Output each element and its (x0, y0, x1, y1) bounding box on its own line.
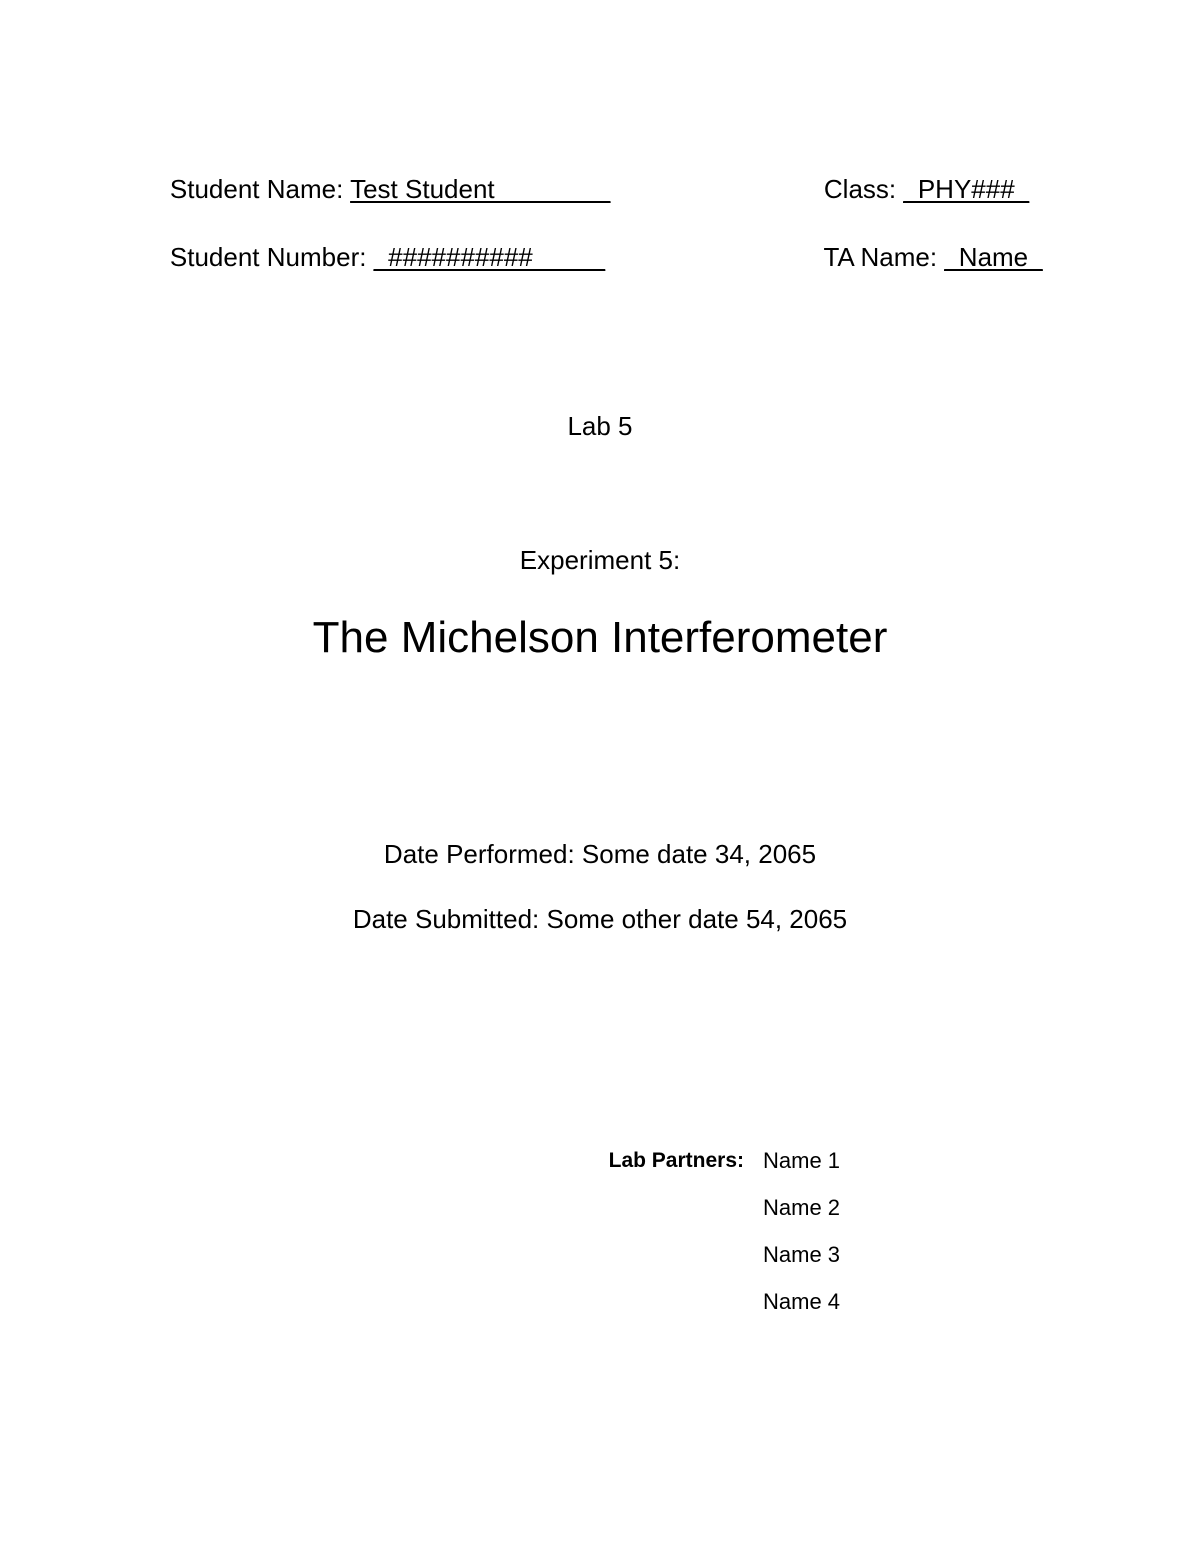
document-title: The Michelson Interferometer (312, 613, 888, 662)
student-number-label: Student Number: (169, 242, 374, 272)
ta-name-value: _Name_ (944, 242, 1043, 272)
ta-name-field (795, 212, 1043, 302)
lab-partners-label: Lab Partners: (608, 1149, 744, 1172)
date-submitted: Date Submitted: Some other date 54, 2065 (352, 904, 848, 934)
lab-partners-list (763, 1148, 840, 1336)
partner-name-1: Name 1 (763, 1148, 841, 1173)
class-value: _PHY###_ (903, 174, 1030, 204)
ta-name-label: TA Name: (823, 242, 945, 272)
class-label: Class: (823, 174, 904, 204)
experiment-label: Experiment 5: (519, 545, 681, 575)
student-number-value: _##########_____ (373, 242, 606, 272)
partner-name-3: Name 3 (763, 1242, 841, 1267)
partner-name-4: Name 4 (763, 1289, 841, 1314)
partner-name-2: Name 2 (763, 1195, 841, 1220)
student-name-label: Student Name: (169, 174, 351, 204)
lab-number: Lab 5 (567, 411, 633, 441)
student-name-value: Test Student________ (350, 174, 611, 204)
date-performed: Date Performed: Some date 34, 2065 (383, 839, 817, 869)
student-number-field (141, 212, 605, 302)
